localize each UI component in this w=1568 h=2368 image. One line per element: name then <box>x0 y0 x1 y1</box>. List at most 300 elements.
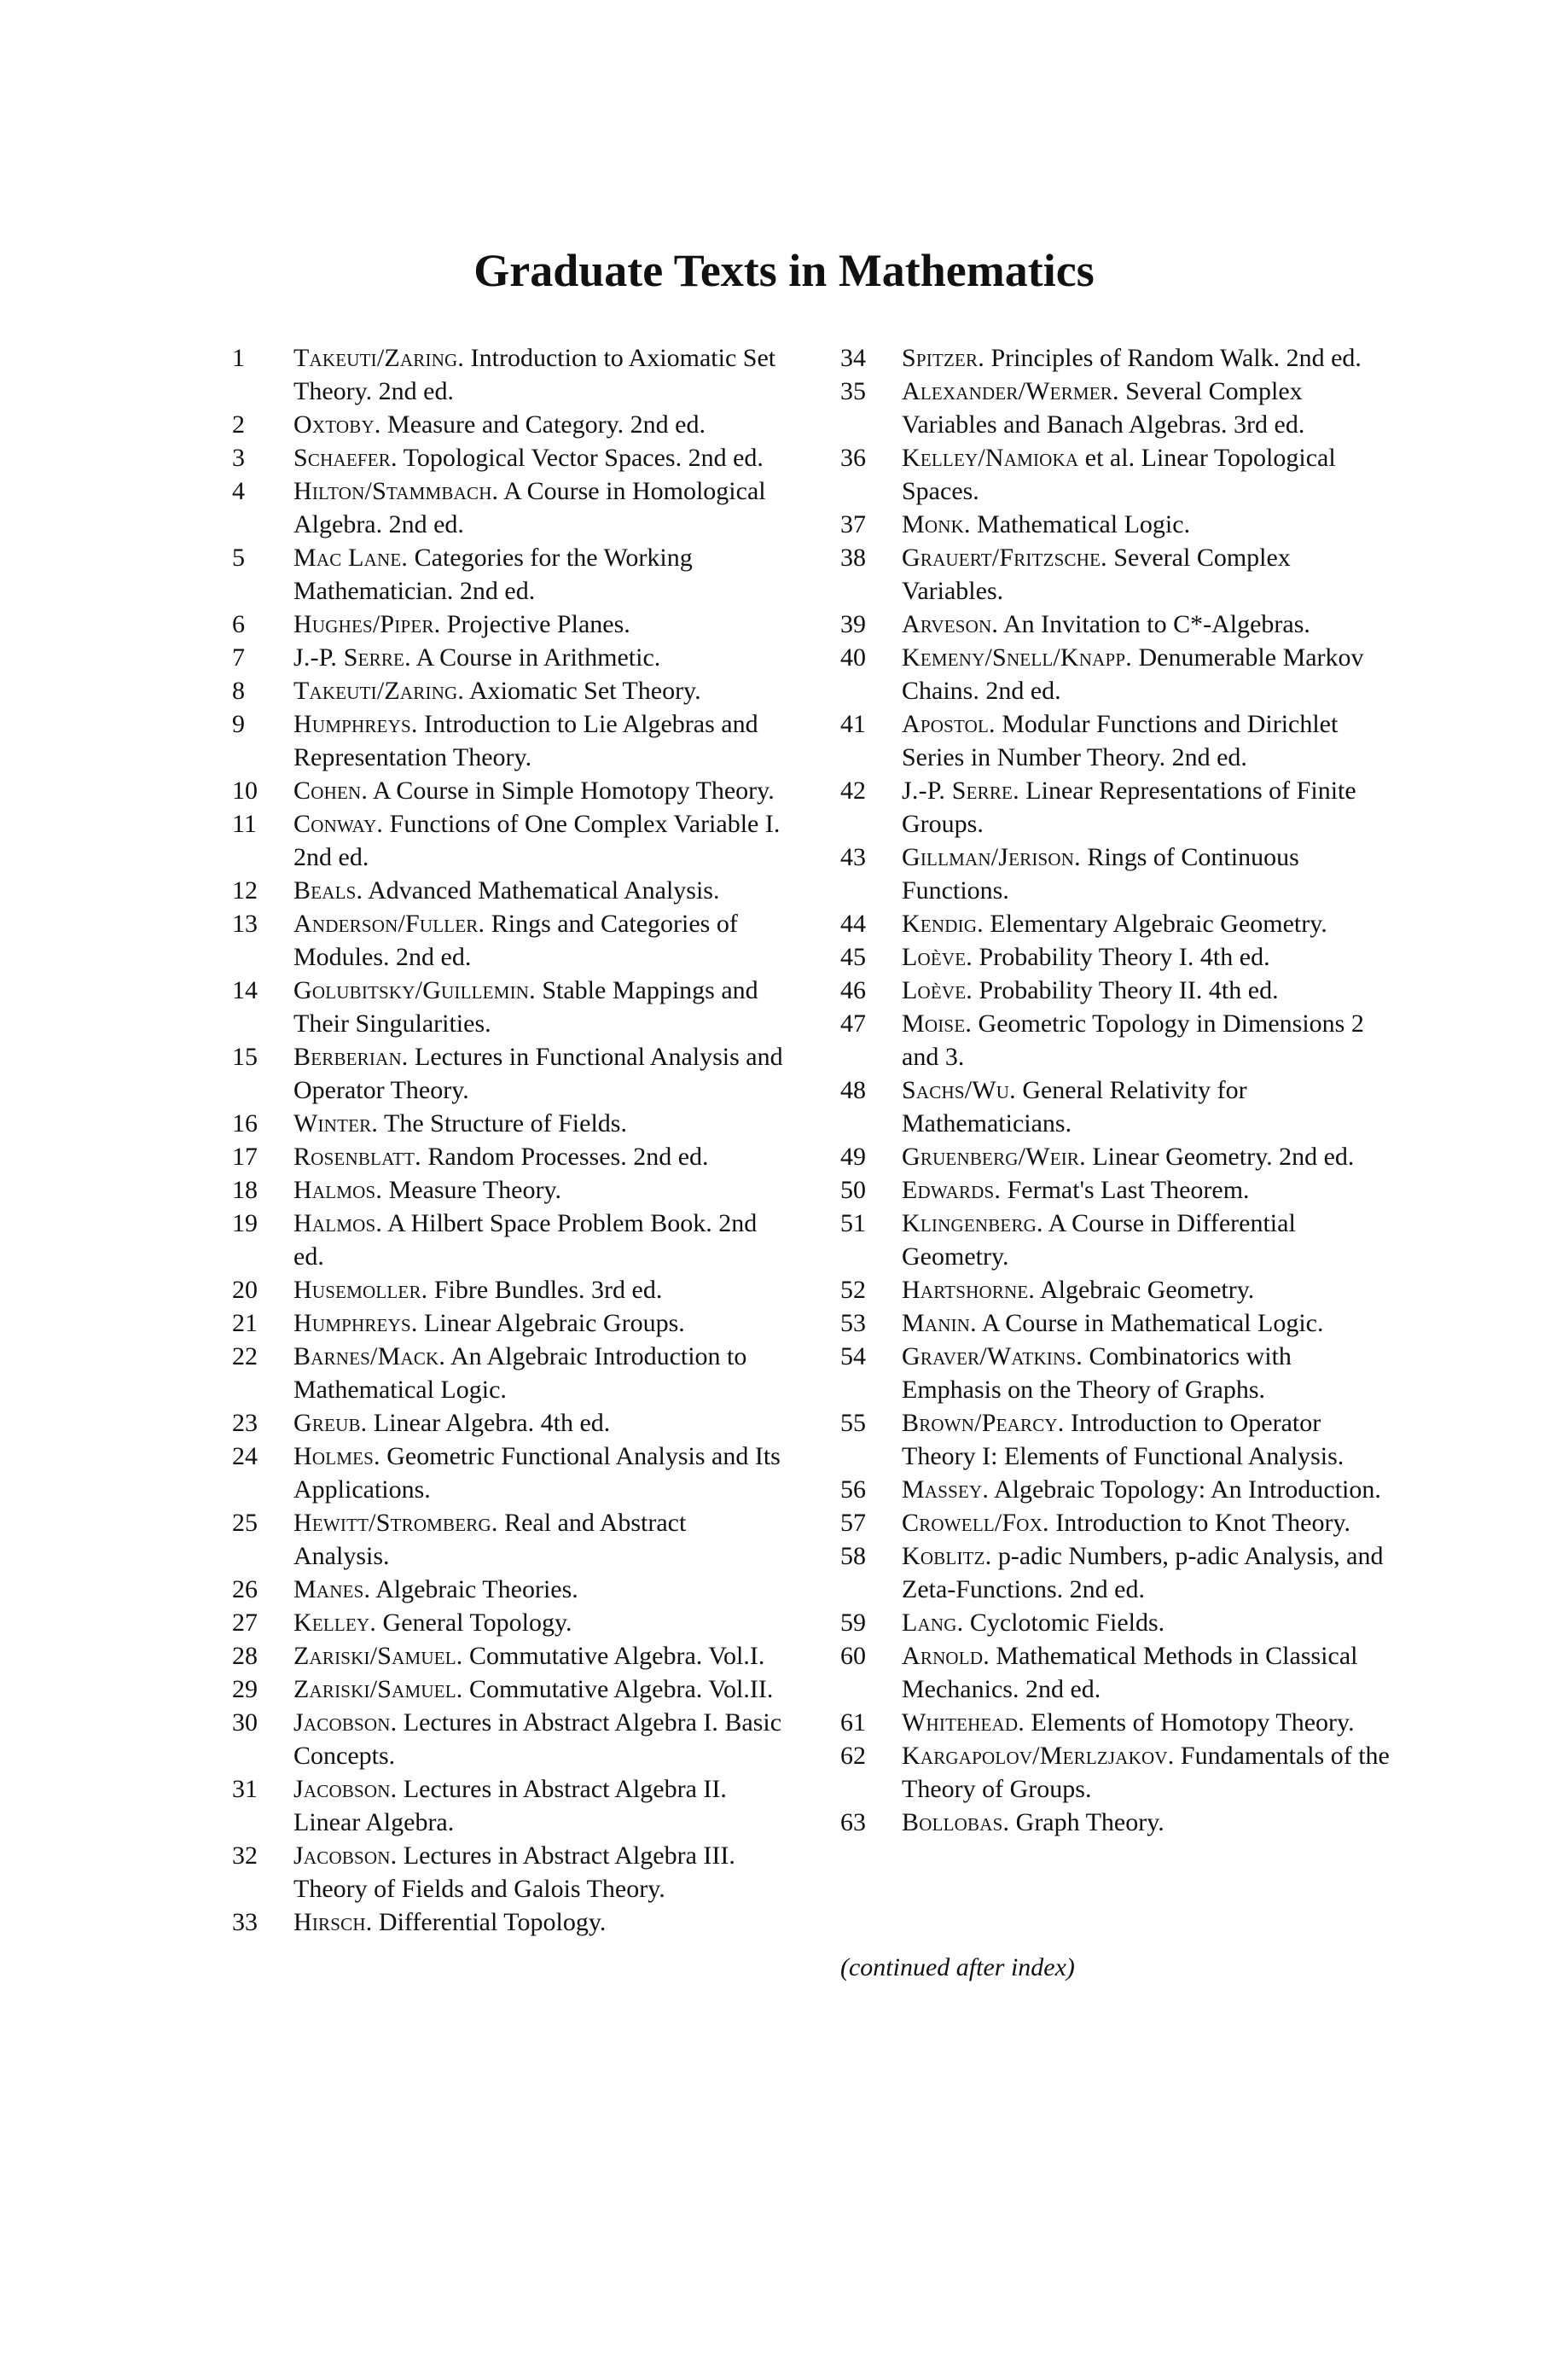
series-entry <box>232 1440 787 1506</box>
series-entry <box>840 940 1395 974</box>
entry-number: 28 <box>232 1642 258 1670</box>
entry-text <box>293 907 787 974</box>
entry-title: Lectures in Abstract Algebra II. Linear Algebra. <box>293 1775 727 1836</box>
entry-title: Introduction to Operator Theory I: Elements of Functional Analysis. <box>902 1409 1344 1470</box>
entry-author: Koblitz. <box>902 1542 992 1570</box>
entry-text <box>293 1107 787 1140</box>
entry-number: 26 <box>232 1575 258 1603</box>
series-entry <box>232 707 787 774</box>
entry-author: Grauert/Fritzsche. <box>902 544 1107 572</box>
entry-text <box>293 1406 787 1440</box>
series-entry <box>232 1340 787 1406</box>
entry-text <box>902 608 1395 641</box>
series-entry <box>840 1207 1395 1273</box>
entry-title: Elementary Algebraic Geometry. <box>990 910 1327 938</box>
series-entry <box>840 1706 1395 1739</box>
entry-text <box>902 1340 1395 1406</box>
entry-number: 5 <box>232 544 245 572</box>
entry-text <box>293 1506 787 1573</box>
entry-author: Beals. <box>293 876 363 905</box>
entry-text <box>293 641 787 674</box>
entry-author: Arveson. <box>902 610 999 638</box>
entry-title: General Topology. <box>382 1609 572 1637</box>
entry-title: Mathematical Methods in Classical Mechanics. 2nd ed. <box>902 1642 1358 1703</box>
entry-text <box>902 1273 1395 1306</box>
entry-number: 47 <box>840 1009 866 1038</box>
entry-title: Advanced Mathematical Analysis. <box>368 876 720 905</box>
series-entry <box>840 1506 1395 1539</box>
entry-author: Halmos. <box>293 1209 383 1237</box>
entry-text <box>902 1173 1395 1207</box>
entry-title: Lectures in Functional Analysis and Operator Theory. <box>293 1043 783 1104</box>
page-title: Graduate Texts in Mathematics <box>473 245 1095 296</box>
entry-author: Humphreys. <box>293 710 418 738</box>
series-entry <box>232 907 787 974</box>
series-entry <box>232 641 787 674</box>
continued-note: (continued after index) <box>840 1953 1075 1981</box>
series-entry <box>840 1273 1395 1306</box>
entry-title: et al. Linear Topological Spaces. <box>902 444 1336 505</box>
entry-number: 10 <box>232 777 258 805</box>
entry-text <box>902 1539 1395 1606</box>
entry-author: Holmes. <box>293 1442 380 1470</box>
entry-number: 62 <box>840 1742 866 1770</box>
entry-author: Halmos. <box>293 1176 383 1204</box>
entry-number: 1 <box>232 344 245 372</box>
entry-text <box>902 508 1395 541</box>
entry-author: Spitzer. <box>902 344 984 372</box>
entry-author: Barnes/Mack. <box>293 1342 446 1370</box>
entry-title: Commutative Algebra. Vol.I. <box>469 1642 765 1670</box>
entry-number: 41 <box>840 710 866 738</box>
entry-title: Stable Mappings and Their Singularities. <box>293 976 758 1038</box>
entry-number: 2 <box>232 410 245 439</box>
series-entry <box>840 774 1395 841</box>
entry-author: Hartshorne. <box>902 1276 1036 1304</box>
entry-text <box>293 1639 787 1673</box>
series-entry <box>232 1606 787 1639</box>
entry-number: 39 <box>840 610 866 638</box>
entry-title: Rings and Categories of Modules. 2nd ed. <box>293 910 738 971</box>
entry-title: A Course in Mathematical Logic. <box>981 1309 1324 1337</box>
series-entry <box>232 874 787 907</box>
series-entry <box>840 1073 1395 1140</box>
entry-number: 61 <box>840 1708 866 1737</box>
entry-author: Winter. <box>293 1109 379 1137</box>
entry-author: Mac Lane. <box>293 544 409 572</box>
series-entry <box>840 641 1395 707</box>
entry-number: 16 <box>232 1109 258 1137</box>
entry-author: Oxtoby. <box>293 410 381 439</box>
entry-author: Graver/Watkins. <box>902 1342 1083 1370</box>
entry-author: Husemoller. <box>293 1276 428 1304</box>
series-entry <box>232 774 787 807</box>
entry-title: Measure and Category. 2nd ed. <box>387 410 706 439</box>
series-entry <box>232 1506 787 1573</box>
entry-title: Denumerable Markov Chains. 2nd ed. <box>902 643 1364 705</box>
entry-number: 63 <box>840 1808 866 1836</box>
left-column-list <box>232 341 787 1939</box>
entry-number: 21 <box>232 1309 258 1337</box>
entry-text <box>902 541 1395 608</box>
entry-author: Kelley/Namioka <box>902 444 1079 472</box>
entry-author: Lang. <box>902 1609 964 1637</box>
entry-text <box>293 1706 787 1772</box>
entry-text <box>902 375 1395 441</box>
entry-author: Jacobson. <box>293 1775 398 1803</box>
entry-author: Manes. <box>293 1575 371 1603</box>
entry-number: 55 <box>840 1409 866 1437</box>
entry-author: Takeuti/Zaring. <box>293 677 465 705</box>
entry-title: Axiomatic Set Theory. <box>469 677 701 705</box>
entry-number: 22 <box>232 1342 258 1370</box>
entry-author: Greub. <box>293 1409 368 1437</box>
entry-title: Geometric Topology in Dimensions 2 and 3. <box>902 1009 1364 1071</box>
entry-number: 43 <box>840 843 866 871</box>
entry-author: Zariski/Samuel. <box>293 1675 463 1703</box>
entry-author: Berberian. <box>293 1043 409 1071</box>
entry-title: Linear Geometry. 2nd ed. <box>1092 1143 1355 1171</box>
entry-number: 20 <box>232 1276 258 1304</box>
entry-title: Commutative Algebra. Vol.II. <box>469 1675 774 1703</box>
entry-number: 56 <box>840 1475 866 1504</box>
entry-text <box>293 674 787 707</box>
entry-number: 17 <box>232 1143 258 1171</box>
entry-text <box>293 474 787 541</box>
entry-number: 33 <box>232 1908 258 1936</box>
entry-number: 31 <box>232 1775 258 1803</box>
entry-number: 6 <box>232 610 245 638</box>
entry-author: Klingenberg. <box>902 1209 1043 1237</box>
entry-number: 58 <box>840 1542 866 1570</box>
entry-title: Elements of Homotopy Theory. <box>1031 1708 1355 1737</box>
entry-text <box>293 707 787 774</box>
series-entry <box>840 1140 1395 1173</box>
entry-number: 37 <box>840 510 866 538</box>
series-entry <box>232 1273 787 1306</box>
entry-author: Sachs/Wu. <box>902 1076 1016 1104</box>
entry-text <box>293 974 787 1040</box>
entry-text <box>902 1706 1395 1739</box>
series-entry <box>232 1772 787 1839</box>
right-column-list <box>840 341 1395 1839</box>
entry-title: A Course in Simple Homotopy Theory. <box>372 777 775 805</box>
entry-number: 35 <box>840 377 866 405</box>
entry-title: Geometric Functional Analysis and Its Applications. <box>293 1442 781 1504</box>
entry-title: An Invitation to C*-Algebras. <box>1002 610 1310 638</box>
series-entry <box>840 1606 1395 1639</box>
entry-author: Schaefer. <box>293 444 398 472</box>
entry-title: A Hilbert Space Problem Book. 2nd ed. <box>293 1209 758 1271</box>
entry-text <box>902 774 1395 841</box>
entry-title: A Course in Differential Geometry. <box>902 1209 1296 1271</box>
entry-author: J.-P. Serre. <box>293 643 411 672</box>
entry-text <box>902 1639 1395 1706</box>
entry-number: 49 <box>840 1143 866 1171</box>
entry-author: Jacobson. <box>293 1841 398 1870</box>
entry-text <box>293 608 787 641</box>
entry-text <box>902 1606 1395 1639</box>
series-entry <box>232 408 787 441</box>
entry-author: Crowell/Fox. <box>902 1509 1049 1537</box>
entry-text <box>293 774 787 807</box>
entry-number: 14 <box>232 976 258 1004</box>
series-entry <box>840 974 1395 1007</box>
entry-number: 42 <box>840 777 866 805</box>
entry-number: 11 <box>232 810 257 838</box>
entry-title: Functions of One Complex Variable I. 2nd ed. <box>293 810 781 871</box>
series-entry <box>232 1573 787 1606</box>
entry-author: Hilton/Stammbach. <box>293 477 499 505</box>
series-entry <box>840 1639 1395 1706</box>
entry-title: A Course in Arithmetic. <box>415 643 661 672</box>
entry-author: Loève. <box>902 976 973 1004</box>
entry-number: 54 <box>840 1342 866 1370</box>
entry-text <box>902 707 1395 774</box>
entry-title: Real and Abstract Analysis. <box>293 1509 687 1570</box>
entry-text <box>293 441 787 474</box>
series-entry <box>232 1306 787 1340</box>
entry-author: Anderson/Fuller. <box>293 910 485 938</box>
series-entry <box>232 1173 787 1207</box>
series-entry <box>840 1539 1395 1606</box>
entry-title: An Algebraic Introduction to Mathematical Logic. <box>293 1342 747 1404</box>
entry-number: 7 <box>232 643 245 672</box>
entry-title: Several Complex Variables. <box>902 544 1291 605</box>
entry-number: 30 <box>232 1708 258 1737</box>
entry-title: Algebraic Theories. <box>375 1575 578 1603</box>
entry-title: Modular Functions and Dirichlet Series in Number Theory. 2nd ed. <box>902 710 1339 771</box>
entry-author: Brown/Pearcy. <box>902 1409 1065 1437</box>
entry-title: General Relativity for Mathematicians. <box>902 1076 1247 1137</box>
entry-title: Combinatorics with Emphasis on the Theory of Graphs. <box>902 1342 1292 1404</box>
entry-author: Monk. <box>902 510 971 538</box>
series-entry <box>232 674 787 707</box>
entry-title: Linear Algebraic Groups. <box>424 1309 685 1337</box>
entry-number: 24 <box>232 1442 258 1470</box>
series-entry <box>840 907 1395 940</box>
entry-author: Conway. <box>293 810 384 838</box>
series-entry <box>232 1040 787 1107</box>
entry-author: Takeuti/Zaring. <box>293 344 465 372</box>
series-entry <box>232 1673 787 1706</box>
entry-title: Mathematical Logic. <box>977 510 1191 538</box>
entry-title: Cyclotomic Fields. <box>969 1609 1165 1637</box>
entry-author: Arnold. <box>902 1642 990 1670</box>
entry-title: Linear Algebra. 4th ed. <box>373 1409 611 1437</box>
series-entry <box>232 1107 787 1140</box>
entry-text <box>293 1207 787 1273</box>
entry-number: 40 <box>840 643 866 672</box>
series-entry <box>232 1639 787 1673</box>
entry-text <box>293 1905 787 1939</box>
entry-number: 27 <box>232 1609 258 1637</box>
entry-author: Massey. <box>902 1475 990 1504</box>
entry-number: 51 <box>840 1209 866 1237</box>
series-entry <box>232 474 787 541</box>
series-entry <box>232 807 787 874</box>
entry-number: 19 <box>232 1209 258 1237</box>
entry-author: Apostol. <box>902 710 996 738</box>
series-entry <box>840 1340 1395 1406</box>
entry-text <box>902 341 1395 375</box>
entry-title: Probability Theory II. 4th ed. <box>979 976 1279 1004</box>
entry-number: 44 <box>840 910 866 938</box>
entry-author: Moise. <box>902 1009 973 1038</box>
entry-title: Fibre Bundles. 3rd ed. <box>433 1276 663 1304</box>
entry-number: 23 <box>232 1409 258 1437</box>
entry-text <box>293 1140 787 1173</box>
entry-title: Rings of Continuous Functions. <box>902 843 1299 905</box>
entry-title: Projective Planes. <box>446 610 630 638</box>
series-entry <box>840 1739 1395 1806</box>
entry-title: p-adic Numbers, p-adic Analysis, and Zeta-Functions. 2nd ed. <box>902 1542 1384 1603</box>
entry-number: 50 <box>840 1176 866 1204</box>
entry-text <box>293 1573 787 1606</box>
entry-text <box>902 1806 1395 1839</box>
entry-text <box>902 1007 1395 1073</box>
entry-number: 8 <box>232 677 245 705</box>
entry-author: J.-P. Serre. <box>902 777 1019 805</box>
entry-text <box>293 1606 787 1639</box>
entry-text <box>293 1673 787 1706</box>
entry-number: 48 <box>840 1076 866 1104</box>
entry-text <box>902 1207 1395 1273</box>
entry-number: 29 <box>232 1675 258 1703</box>
entry-text <box>902 1306 1395 1340</box>
entry-title: Measure Theory. <box>388 1176 562 1204</box>
entry-text <box>902 1473 1395 1506</box>
entry-title: Differential Topology. <box>378 1908 607 1936</box>
entry-number: 9 <box>232 710 245 738</box>
entry-text <box>293 341 787 408</box>
entry-title: Fermat's Last Theorem. <box>1007 1176 1250 1204</box>
series-entry <box>840 1173 1395 1207</box>
entry-title: Principles of Random Walk. 2nd ed. <box>990 344 1362 372</box>
series-entry <box>232 1905 787 1939</box>
entry-number: 36 <box>840 444 866 472</box>
series-entry <box>232 608 787 641</box>
entry-author: Whitehead. <box>902 1708 1025 1737</box>
entry-title: Lectures in Abstract Algebra I. Basic Concepts. <box>293 1708 782 1770</box>
entry-text <box>902 940 1395 974</box>
entry-author: Loève. <box>902 943 973 971</box>
series-entry <box>232 1140 787 1173</box>
entry-author: Gruenberg/Weir. <box>902 1143 1086 1171</box>
series-entry <box>232 1706 787 1772</box>
series-entry <box>840 541 1395 608</box>
entry-text <box>902 1739 1395 1806</box>
entry-text <box>293 541 787 608</box>
entry-title: Linear Representations of Finite Groups. <box>902 777 1356 838</box>
entry-text <box>902 641 1395 707</box>
entry-text <box>293 1040 787 1107</box>
series-entry <box>840 1406 1395 1473</box>
series-entry <box>840 841 1395 907</box>
series-entry <box>840 1306 1395 1340</box>
entry-number: 59 <box>840 1609 866 1637</box>
entry-text <box>293 1772 787 1839</box>
entry-author: Kendig. <box>902 910 984 938</box>
entry-number: 52 <box>840 1276 866 1304</box>
entry-number: 3 <box>232 444 245 472</box>
entry-text <box>902 441 1395 508</box>
entry-text <box>902 974 1395 1007</box>
series-entry <box>232 1839 787 1905</box>
entry-text <box>293 1173 787 1207</box>
entry-text <box>293 408 787 441</box>
series-entry <box>840 608 1395 641</box>
series-entry <box>232 341 787 408</box>
entry-title: Introduction to Axiomatic Set Theory. 2nd ed. <box>293 344 776 405</box>
entry-author: Humphreys. <box>293 1309 418 1337</box>
entry-number: 13 <box>232 910 258 938</box>
entry-text <box>902 1140 1395 1173</box>
entry-author: Manin. <box>902 1309 977 1337</box>
entry-number: 32 <box>232 1841 258 1870</box>
entry-text <box>293 874 787 907</box>
entry-number: 4 <box>232 477 245 505</box>
series-entry <box>232 1406 787 1440</box>
entry-author: Bollobas. <box>902 1808 1010 1836</box>
entry-author: Kargapolov/Merlzjakov. <box>902 1742 1175 1770</box>
entry-author: Cohen. <box>293 777 369 805</box>
series-entry <box>840 375 1395 441</box>
entry-text <box>293 1340 787 1406</box>
entry-title: Random Processes. 2nd ed. <box>427 1143 709 1171</box>
entry-number: 12 <box>232 876 258 905</box>
series-entry <box>840 1806 1395 1839</box>
series-entry <box>840 441 1395 508</box>
entry-number: 34 <box>840 344 866 372</box>
entry-number: 53 <box>840 1309 866 1337</box>
entry-author: Hirsch. <box>293 1908 373 1936</box>
entry-number: 45 <box>840 943 866 971</box>
entry-author: Edwards. <box>902 1176 1002 1204</box>
entry-title: Algebraic Topology: An Introduction. <box>993 1475 1381 1504</box>
series-entry <box>232 541 787 608</box>
entry-text <box>902 1506 1395 1539</box>
series-entry <box>840 1473 1395 1506</box>
series-entry <box>840 508 1395 541</box>
entry-author: Alexander/Wermer. <box>902 377 1119 405</box>
series-entry <box>840 341 1395 375</box>
entry-number: 38 <box>840 544 866 572</box>
entry-text <box>902 1073 1395 1140</box>
entry-text <box>293 1273 787 1306</box>
entry-title: Topological Vector Spaces. 2nd ed. <box>403 444 764 472</box>
entry-text <box>293 1440 787 1506</box>
entry-title: A Course in Homological Algebra. 2nd ed. <box>293 477 766 538</box>
entry-author: Kelley. <box>293 1609 377 1637</box>
entry-title: Lectures in Abstract Algebra III. Theory of Fields and Galois Theory. <box>293 1841 735 1903</box>
entry-title: The Structure of Fields. <box>384 1109 627 1137</box>
entry-author: Hughes/Piper. <box>293 610 441 638</box>
entry-title: Graph Theory. <box>1015 1808 1164 1836</box>
entry-title: Categories for the Working Mathematician. 2nd ed. <box>293 544 693 605</box>
series-entry <box>232 441 787 474</box>
entry-text <box>293 1306 787 1340</box>
entry-text <box>902 1406 1395 1473</box>
entry-number: 46 <box>840 976 866 1004</box>
entry-title: Algebraic Geometry. <box>1039 1276 1255 1304</box>
entry-title: Fundamentals of the Theory of Groups. <box>902 1742 1390 1803</box>
entry-text <box>293 807 787 874</box>
entry-author: Rosenblatt. <box>293 1143 421 1171</box>
entry-number: 15 <box>232 1043 258 1071</box>
entry-number: 60 <box>840 1642 866 1670</box>
entry-number: 18 <box>232 1176 258 1204</box>
